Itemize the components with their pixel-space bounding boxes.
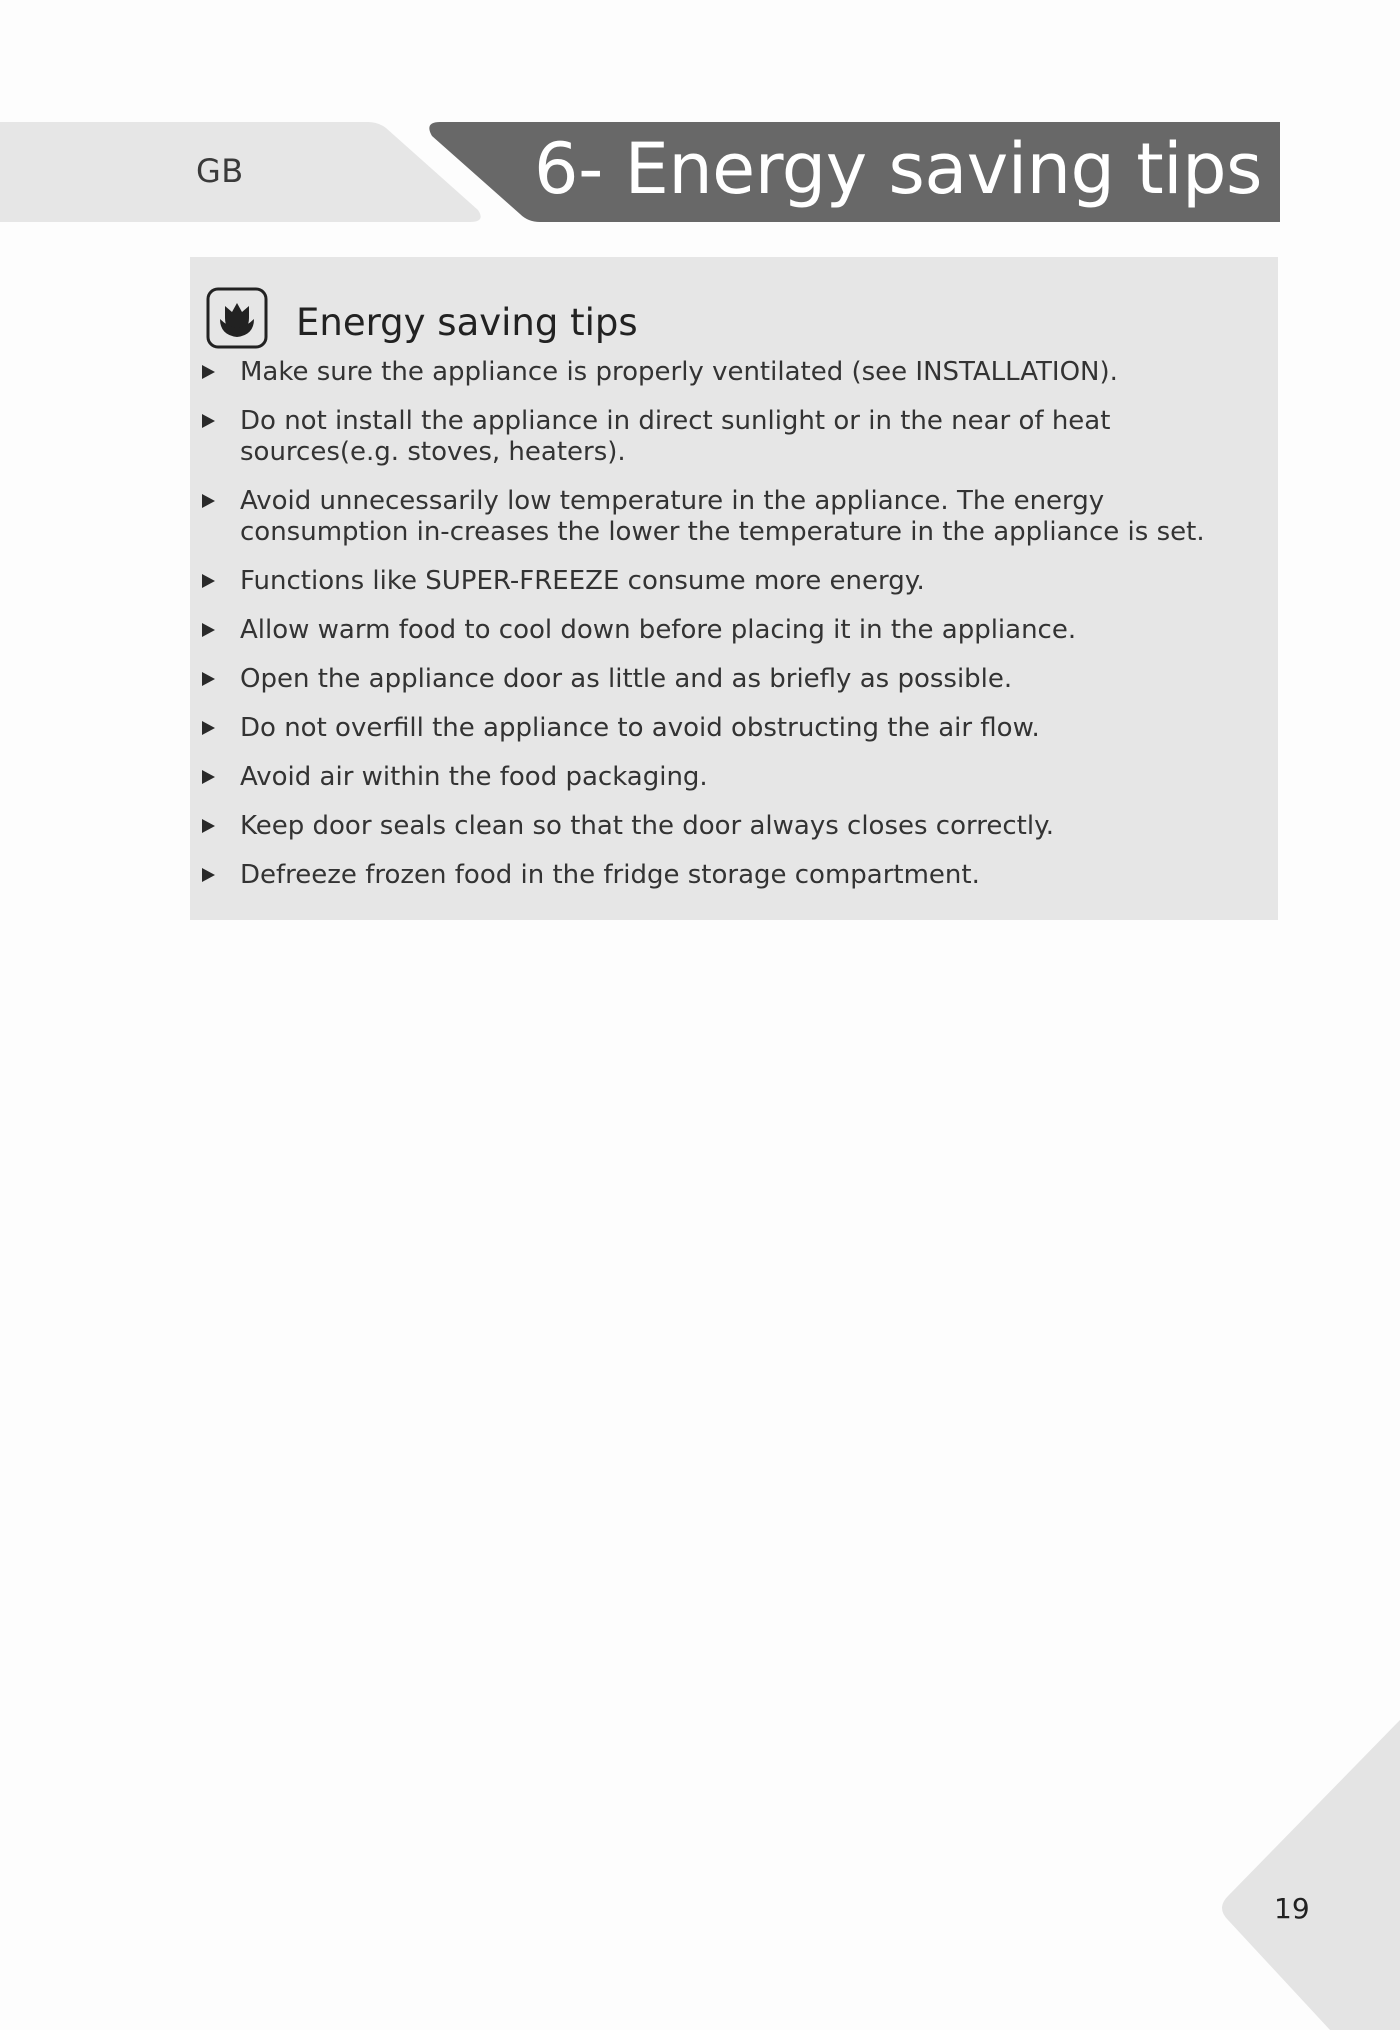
list-item — [190, 860, 1278, 891]
tip-text: Defreeze frozen food in the fridge storage compartment. — [240, 860, 980, 890]
country-code: GB — [196, 152, 244, 190]
panel-heading: Energy saving tips — [296, 301, 638, 344]
tip-text: Allow warm food to cool down before placing it in the appliance. — [240, 615, 1077, 645]
arrow-bullet-icon — [202, 365, 215, 379]
list-item — [190, 406, 1278, 468]
tip-text: Open the appliance door as little and as briefly as possible. — [240, 664, 1013, 694]
tip-text: Functions like SUPER-FREEZE consume more energy. — [240, 566, 925, 596]
list-item — [190, 486, 1278, 548]
list-item — [190, 566, 1278, 597]
tip-text: Avoid air within the food packaging. — [240, 762, 708, 792]
list-item — [190, 615, 1278, 646]
list-item — [190, 762, 1278, 793]
arrow-bullet-icon — [202, 770, 215, 784]
list-item — [190, 357, 1278, 388]
leaf-badge-icon — [206, 287, 268, 349]
arrow-bullet-icon — [202, 623, 215, 637]
arrow-bullet-icon — [202, 868, 215, 882]
arrow-bullet-icon — [202, 672, 215, 686]
tip-text: Do not overfill the appliance to avoid obstructing the air flow. — [240, 713, 1040, 743]
tip-text: Do not install the appliance in direct sunlight or in the near of heat sources(e.g. stoves, heaters). — [240, 406, 1111, 467]
arrow-bullet-icon — [202, 414, 215, 428]
list-item — [190, 713, 1278, 744]
tip-text: Keep door seals clean so that the door always closes correctly. — [240, 811, 1055, 841]
arrow-bullet-icon — [202, 721, 215, 735]
section-title: 6- Energy saving tips — [534, 128, 1262, 210]
tip-text: Avoid unnecessarily low temperature in the appliance. The energy consumption in-creases the lower the temperature in the appliance is set. — [240, 486, 1205, 547]
arrow-bullet-icon — [202, 494, 215, 508]
list-item — [190, 664, 1278, 695]
tip-text: Make sure the appliance is properly ventilated (see INSTALLATION). — [240, 357, 1118, 387]
page-number: 19 — [1274, 1892, 1310, 1925]
corner-triangle — [1222, 1720, 1400, 2030]
tips-list — [190, 357, 1278, 909]
list-item — [190, 811, 1278, 842]
arrow-bullet-icon — [202, 819, 215, 833]
energy-tips-panel — [190, 257, 1278, 920]
arrow-bullet-icon — [202, 574, 215, 588]
